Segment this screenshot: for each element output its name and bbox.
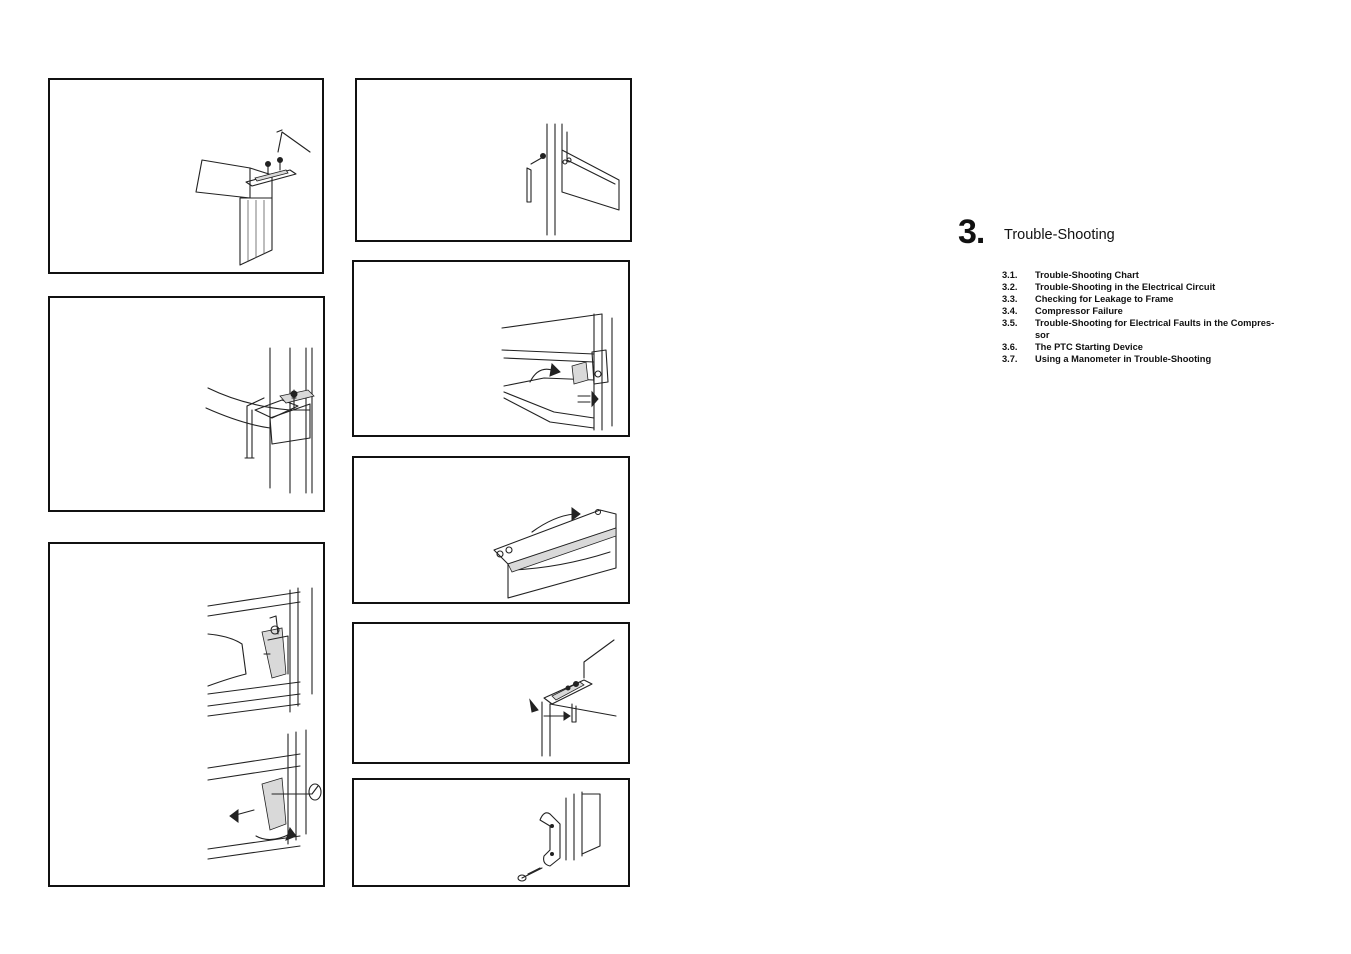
toc-number: 3.5. bbox=[1002, 318, 1018, 328]
toc-item bbox=[1002, 305, 1292, 317]
illustration-panel-1 bbox=[48, 78, 324, 274]
toc-number: 3.3. bbox=[1002, 294, 1018, 304]
toc-text: Compressor Failure bbox=[1035, 306, 1123, 316]
illustration-panel-5 bbox=[352, 260, 630, 437]
toc-item bbox=[1002, 353, 1292, 365]
illustration-panel-4 bbox=[355, 78, 632, 242]
freezer-door-bracket-illustration bbox=[354, 262, 630, 437]
section-number: 3. bbox=[958, 213, 985, 251]
toc-item bbox=[1002, 293, 1292, 305]
toc-number: 3.6. bbox=[1002, 342, 1018, 352]
toc-item bbox=[1002, 317, 1292, 341]
middle-hinge-lever-illustration bbox=[50, 544, 325, 887]
top-hinge-allen-key-illustration bbox=[50, 80, 324, 274]
door-handle-screws-illustration bbox=[354, 780, 630, 887]
hinge-bracket-door-top-illustration bbox=[50, 298, 325, 512]
toc-item bbox=[1002, 341, 1292, 353]
illustration-panel-6 bbox=[352, 456, 630, 604]
toc-item bbox=[1002, 269, 1292, 281]
toc-number: 3.7. bbox=[1002, 354, 1018, 364]
toc-number: 3.1. bbox=[1002, 270, 1018, 280]
toc-text: Trouble-Shooting Chart bbox=[1035, 270, 1139, 280]
door-side-screws-illustration bbox=[357, 80, 632, 242]
illustration-panel-2 bbox=[48, 296, 325, 512]
toc-text: Checking for Leakage to Frame bbox=[1035, 294, 1174, 304]
toc-item bbox=[1002, 281, 1292, 293]
toc-text: Using a Manometer in Trouble-Shooting bbox=[1035, 354, 1212, 364]
illustration-panel-7 bbox=[352, 622, 630, 764]
top-hinge-other-side-illustration bbox=[354, 624, 630, 764]
table-of-contents bbox=[1002, 269, 1292, 365]
toc-text: The PTC Starting Device bbox=[1035, 342, 1143, 352]
illustration-panel-8 bbox=[352, 778, 630, 887]
toc-number: 3.4. bbox=[1002, 306, 1018, 316]
rotate-top-cover-illustration bbox=[354, 458, 630, 604]
section-title: Trouble-Shooting bbox=[1004, 227, 1115, 243]
illustration-panel-3 bbox=[48, 542, 325, 887]
toc-text: Trouble-Shooting in the Electrical Circuit bbox=[1035, 282, 1216, 292]
toc-text: Trouble-Shooting for Electrical Faults in the Compres-sor bbox=[1035, 318, 1275, 340]
toc-number: 3.2. bbox=[1002, 282, 1018, 292]
